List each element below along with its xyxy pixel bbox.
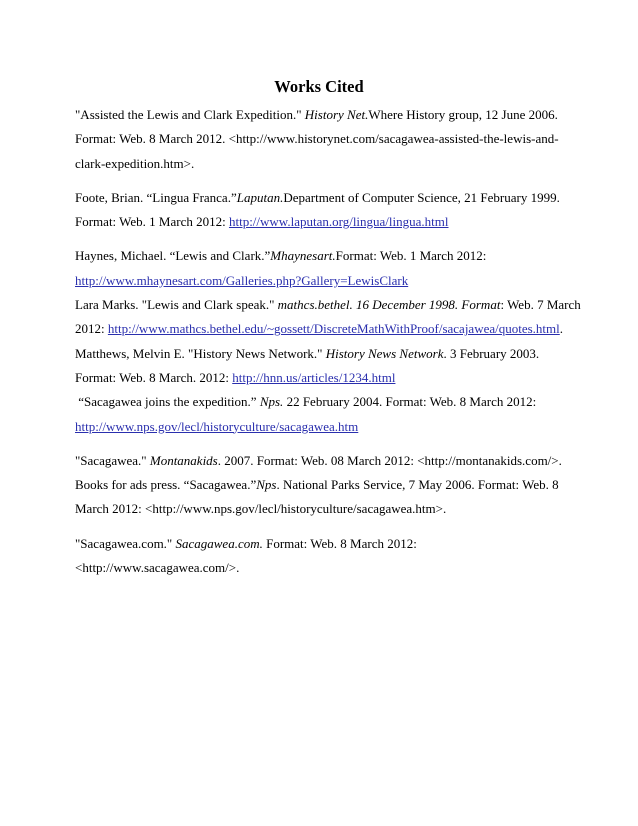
citation-line xyxy=(75,449,575,473)
citation-text: . National Parks Service, 7 May 2006. Format: Web. 8 xyxy=(276,477,559,493)
citation-line xyxy=(75,532,575,556)
citation-text: : Web. 7 March xyxy=(500,297,581,313)
citation-text: "Sacagawea." xyxy=(75,452,150,468)
citation-line: <http://www.sacagawea.com/>. xyxy=(75,560,240,576)
citation-source: Laputan. xyxy=(236,189,284,205)
citation-link[interactable]: http://www.laputan.org/lingua/lingua.html xyxy=(228,214,449,230)
citation-source: Sacagawea.com. xyxy=(175,535,263,551)
citation-line xyxy=(75,390,575,414)
citation-link[interactable]: http://www.mhaynesart.com/Galleries.php?Gallery=LewisClark xyxy=(75,272,409,288)
citation-source: mathcs.bethel. 16 December 1998. Format xyxy=(277,297,501,313)
citation-text: "Sacagawea.com." xyxy=(75,535,176,551)
citation-text: Format: Web. 8 March. 2012: xyxy=(75,369,233,385)
citation-text: Lara Marks. "Lewis and Clark speak." xyxy=(75,297,278,313)
citation-text: Matthews, Melvin E. "History News Network." xyxy=(75,345,326,361)
citation-source: History Net. xyxy=(304,107,369,122)
citation-source: Montanakids xyxy=(149,452,218,468)
citation-link[interactable]: http://www.nps.gov/lecl/historyculture/sacagawea.htm xyxy=(75,418,359,434)
citation-line xyxy=(75,269,575,293)
citation-line: clark-expedition.htm>. xyxy=(75,155,195,171)
citation-text: . 2007. Format: Web. 08 March 2012: <http://montanakids.com/>. xyxy=(217,452,562,468)
citation-text: Where History group, 12 June 2006. xyxy=(368,107,558,122)
citation-entry xyxy=(75,473,575,522)
citation-text: . 3 February 2003. xyxy=(443,345,540,361)
citation-text: Format: Web. 1 March 2012: xyxy=(335,248,487,264)
citation-text: “Sacagawea joins the expedition.” xyxy=(75,394,260,410)
citation-line xyxy=(75,293,581,317)
page-title: Works Cited xyxy=(274,77,364,96)
citation-text: Format: Web. 8 March 2012: xyxy=(262,535,417,551)
citation-text: Format: Web. 1 March 2012: xyxy=(75,214,229,230)
citation-text: Department of Computer Science, 21 February 1999. xyxy=(283,189,560,205)
citation-link[interactable]: http://hnn.us/articles/1234.html xyxy=(232,369,396,385)
citation-source: Mhaynesart. xyxy=(270,248,336,264)
citation-text: 2012: xyxy=(75,321,108,337)
citation-source: Nps. xyxy=(259,394,284,410)
citation-line xyxy=(75,244,575,268)
works-cited-list xyxy=(75,103,581,580)
citation-text: Haynes, Michael. “Lewis and Clark.” xyxy=(75,248,271,264)
citation-entry xyxy=(75,103,575,176)
citation-line xyxy=(75,473,575,497)
citation-text: Foote, Brian. “Lingua Franca.” xyxy=(75,189,237,205)
citation-entry xyxy=(75,244,575,293)
citation-text: Books for ads press. “Sacagawea.” xyxy=(75,477,257,493)
citation-text: 22 February 2004. Format: Web. 8 March 2012: xyxy=(283,394,537,410)
citation-line xyxy=(75,103,575,127)
citation-entry xyxy=(75,342,575,391)
citation-link[interactable]: http://www.mathcs.bethel.edu/~gossett/DiscreteMathWithProof/sacajawea/quotes.html xyxy=(107,321,560,337)
citation-line xyxy=(75,342,575,366)
citation-line xyxy=(75,415,575,439)
citation-line xyxy=(75,186,575,210)
citation-source: History News Network xyxy=(325,345,444,361)
citation-line xyxy=(75,317,575,341)
citation-entry xyxy=(75,293,581,342)
citation-entry xyxy=(75,449,575,473)
citation-text: . xyxy=(559,321,564,337)
citation-line xyxy=(75,366,575,390)
citation-source: Nps xyxy=(256,477,277,493)
citation-entry xyxy=(75,532,575,581)
citation-line: Format: Web. 8 March 2012. <http://www.historynet.com/sacagawea-assisted-the-lewis-and- xyxy=(75,131,559,147)
citation-text: "Assisted the Lewis and Clark Expedition." xyxy=(75,107,305,122)
citation-line xyxy=(75,210,575,234)
citation-line: March 2012: <http://www.nps.gov/lecl/historyculture/sacagawea.htm>. xyxy=(75,501,447,517)
citation-entry xyxy=(75,390,575,439)
citation-entry xyxy=(75,186,575,235)
